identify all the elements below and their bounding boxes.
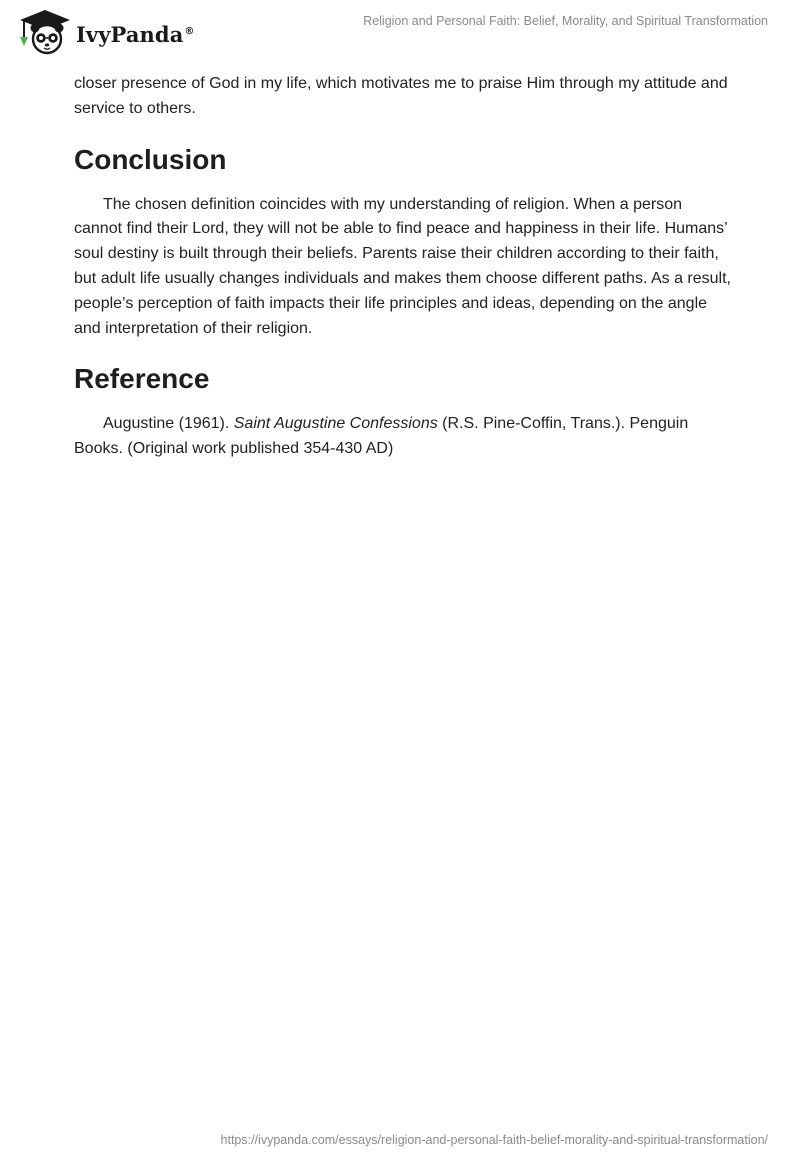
source-url[interactable]: https://ivypanda.com/essays/religion-and-personal-faith-belief-morality-and-spiritual-transformation/ [220, 1133, 768, 1147]
reference-heading: Reference [74, 363, 210, 395]
reference-details: (R.S. Pine-Coffin, Trans.). Penguin Books. (Original work published 354-430 AD) [74, 415, 689, 458]
reference-title: Saint Augustine Confessions [233, 415, 438, 433]
continuation-paragraph: closer presence of God in my life, which motivates me to praise Him through my attitude and service to others. [74, 75, 728, 117]
document-title: Religion and Personal Faith: Belief, Morality, and Spiritual Transformation [363, 14, 768, 28]
logo-wordmark: IvyPanda® [76, 21, 195, 47]
ivypanda-logo[interactable] [16, 8, 195, 56]
conclusion-paragraph: The chosen definition coincides with my understanding of religion. When a person cannot find their Lord, they will not be able to find peace and happiness in their life. Humans’ soul destiny is built through their beliefs. Parents raise their children according to their faith, but adult life usually changes individuals and makes them choose different paths. As a result, people’s perception of faith impacts their life principles and ideas, depending on the angle and interpretation of their religion. [74, 195, 731, 337]
panda-graduate-icon [16, 8, 74, 56]
page-header [0, 0, 800, 60]
document-body [74, 72, 734, 462]
reference-entry [74, 412, 734, 462]
conclusion-heading: Conclusion [74, 143, 227, 175]
registered-mark: ® [184, 25, 195, 37]
reference-author-year: Augustine (1961). [103, 415, 234, 433]
